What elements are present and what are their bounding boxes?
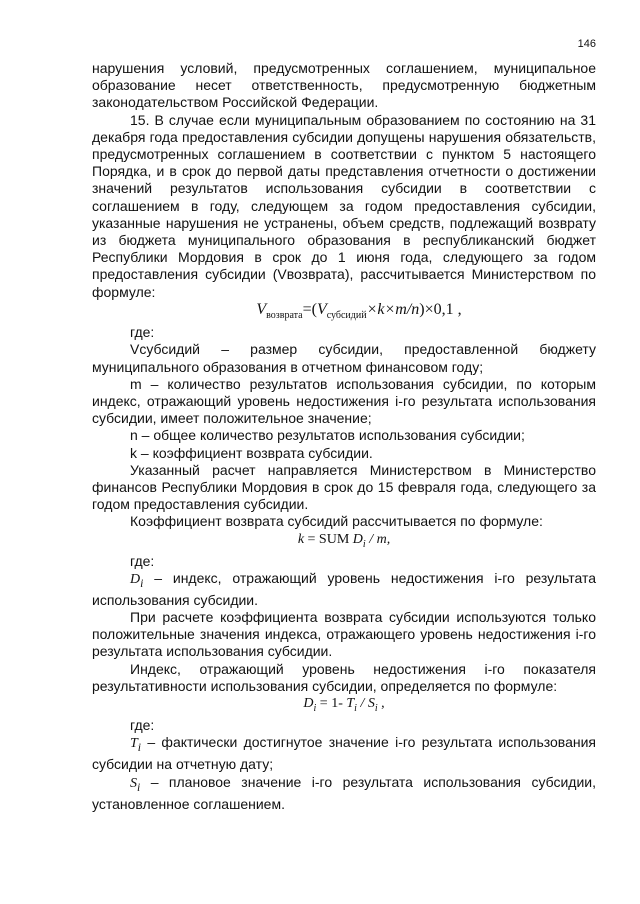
definition-k: k – коэффициент возврата субсидии. (130, 444, 373, 461)
formula1-mid: ×k×m/n (366, 300, 420, 318)
def-di-sub: i (140, 576, 144, 590)
paragraph-15: 15. В случае если муниципальным образованием по состоянию на 31 декабря года предоставления субсидии допущены нарушения обязательств, предусмотренных соглашением в соответствии с пунктом 5 настоящего Порядка, и в срок до первой даты представления отчетности о достижении значений результатов использования субсидии в соответствии с соглашением в году, следующем за годом предоставления субсидии, указанные нарушения не устранены, объем средств, подлежащий возврату из бюджета муниципального образования в республиканский бюджет Республики Мордовия в срок до 1 июня года, следующего за годом предоставления субсидии (Vвозврата), рассчитывается Министерством по формуле: (92, 111, 596, 300)
formula3-t-sub: i (354, 702, 357, 714)
def-si-var: S (130, 775, 137, 791)
page-number: 146 (577, 38, 596, 50)
formula-coefficient (92, 531, 596, 553)
formula3-d-sub: i (313, 702, 317, 714)
def-si-text: – плановое значение i-го результата использования субсидии, установленное соглашением. (92, 773, 596, 812)
definition-ti (92, 734, 596, 773)
formula3-s-sub: i (374, 702, 378, 714)
definition-v-subsidy: Vсубсидий – размер субсидии, предоставленной бюджету муниципального образования в отчетном финансовом году; (92, 341, 596, 375)
formula2-k: k (297, 531, 305, 547)
formula1-v: V (256, 300, 267, 318)
label-gde-3: где: (130, 717, 155, 734)
formula2-d: D (352, 531, 363, 547)
paragraph-index: Индекс, отражающий уровень недостижения i-го показателя результативности использования субсидии, определяется по формуле: (92, 660, 596, 694)
def-di-var: D (130, 571, 141, 587)
formula3-tail: , (377, 696, 385, 712)
formula3-t: T (346, 696, 355, 712)
formula2-tail: / m, (365, 531, 391, 547)
definition-n: n – общее количество результатов использования субсидии; (130, 427, 525, 444)
paragraph-calculation-sent: Указанный расчет направляется Министерством в Министерство финансов Республики Мордовия в срок до 15 февраля года, следующего за годом предоставления субсидии. (92, 461, 596, 513)
def-di-text: – индекс, отражающий уровень недостижения i-го результата использования субсидии. (92, 569, 596, 608)
formula1-v2: V (316, 300, 327, 318)
paragraph-coefficient: Коэффициент возврата субсидий рассчитывается по формуле: (130, 513, 543, 530)
label-gde-2: где: (130, 552, 155, 569)
formula2-eq: = SUM (304, 531, 353, 547)
definition-si (92, 774, 596, 813)
document-body (92, 60, 596, 813)
formula1-tail: )×0,1 , (419, 300, 462, 318)
formula3-d: D (303, 696, 314, 712)
def-si-sub: i (137, 780, 141, 794)
formula-refund-volume (92, 301, 596, 324)
def-ti-sub: i (137, 741, 142, 755)
paragraph-positive-values: При расчете коэффициента возврата субсидии используются только положительные значения индекса, отражающего уровень недостижения i-го результата использования субсидии. (92, 609, 596, 660)
definition-di (92, 570, 596, 609)
formula-index (92, 695, 596, 717)
formula3-s: S (367, 696, 375, 712)
def-ti-text: – фактически достигнутое значение i-го результата использования субсидии на отчетную дату; (92, 734, 596, 773)
def-ti-var: T (130, 736, 138, 752)
definition-m: m – количество результатов использования субсидии, по которым индекс, отражающий уровень недостижения i-го результата использования субсидии, имеет положительное значение; (92, 375, 596, 427)
formula1-eq: =( (302, 300, 317, 318)
formula1-v2-sub: субсидий (326, 310, 367, 322)
formula1-v-sub: возврата (266, 310, 303, 322)
formula3-eq: = 1- (316, 696, 347, 712)
formula2-d-sub: i (362, 538, 366, 550)
formula3-slash: / (356, 696, 368, 712)
label-gde-1: где: (130, 324, 155, 341)
paragraph-intro: нарушения условий, предусмотренных соглашением, муниципальное образование несет ответственность, предусмотренную бюджетным законодательством Российской Федерации. (92, 60, 596, 111)
